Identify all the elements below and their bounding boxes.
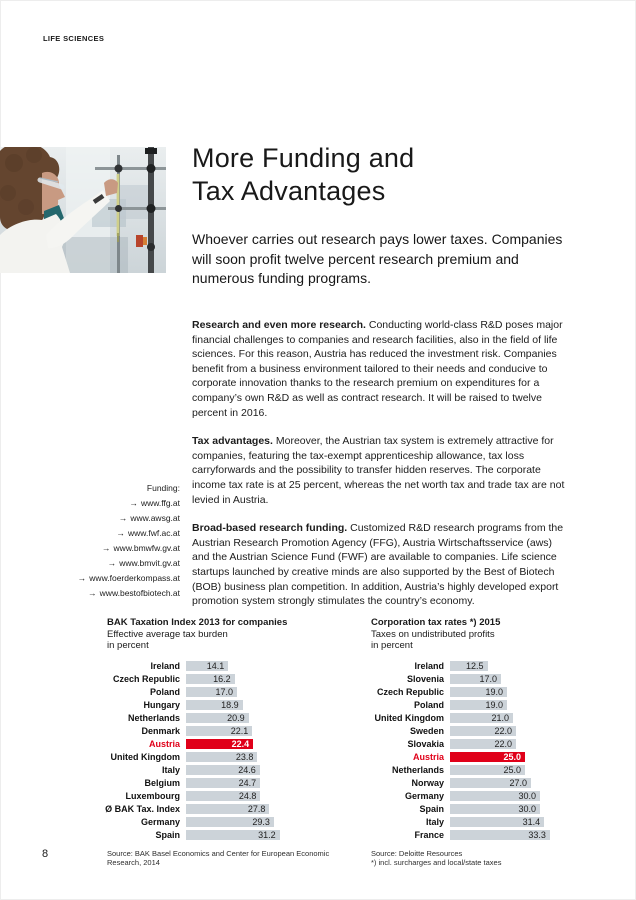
chart-row xyxy=(104,765,404,775)
chart-subtitle-unit: in percent xyxy=(371,640,413,651)
chart-row xyxy=(104,739,404,749)
chart-bar xyxy=(186,830,280,840)
funding-links-block xyxy=(30,481,180,601)
chart-bar xyxy=(450,700,507,710)
page-number: 8 xyxy=(42,848,49,860)
funding-link-url: www.bmvit.gv.at xyxy=(119,558,180,568)
chart-row xyxy=(368,713,636,723)
chart-source-line: Source: BAK Basel Economics and Center for European Economic xyxy=(107,848,330,858)
chart-bar-value: 30.0 xyxy=(518,803,536,814)
chart-row xyxy=(368,752,636,762)
arrow-icon: → xyxy=(107,558,117,568)
lab-photo xyxy=(0,147,166,273)
section-eyebrow: LIFE SCIENCES xyxy=(43,34,105,43)
chart-row xyxy=(104,726,404,736)
chart-bar xyxy=(186,674,235,684)
chart-category-label: Poland xyxy=(413,699,444,710)
chart-category-label: Austria xyxy=(412,751,444,762)
chart-bar xyxy=(450,817,544,827)
chart-bar xyxy=(450,713,513,723)
chart-source-line: Source: Deloitte Resources xyxy=(371,848,463,858)
chart-bar-value: 24.6 xyxy=(238,764,256,775)
chart-rows xyxy=(368,661,636,840)
arrow-icon: → xyxy=(129,498,138,508)
chart-bar-value: 20.9 xyxy=(227,712,245,723)
chart-bar xyxy=(186,713,249,723)
paragraph-text: Conducting world-class R&D poses major financial challenges to companies and research facilities, also in the field of life sciences. For this reason, Austria has reduced the investment risk. Companies benefit from a business environment tailored to their needs and conducive to corporate innovation thanks to the research premium on expenditures for a company’s own R&D as well as contract research. It will be raised to twelve percent in 2016. xyxy=(192,319,563,419)
chart-bar xyxy=(450,752,525,762)
chart-title: BAK Taxation Index 2013 for companies xyxy=(107,617,288,628)
chart-bar-value: 25.0 xyxy=(503,764,521,775)
funding-link-bmvit[interactable] xyxy=(30,556,180,571)
chart-bar xyxy=(450,765,525,775)
chart-bar-value: 22.4 xyxy=(231,738,250,749)
chart-category-label: Ø BAK Tax. Index xyxy=(105,803,180,814)
chart-category-label: Netherlands xyxy=(391,764,444,775)
chart-source xyxy=(368,849,636,869)
chart-bar-value: 27.0 xyxy=(509,777,527,788)
chart-category-label: United Kingdom xyxy=(374,712,444,723)
chart-bar-value: 19.0 xyxy=(485,686,503,697)
chart-category-label: Norway xyxy=(411,777,444,788)
chart-row xyxy=(104,687,404,697)
funding-link-url: www.fwf.ac.at xyxy=(128,528,180,538)
chart-subtitle: Effective average tax burden xyxy=(107,628,228,640)
chart-category-label: Spain xyxy=(155,829,180,840)
chart-category-label: Czech Republic xyxy=(112,673,180,684)
chart-bar-value: 17.0 xyxy=(215,686,233,697)
chart-bar xyxy=(186,791,260,801)
funding-link-url: www.foerderkompass.at xyxy=(89,573,180,583)
chart-bar-value: 18.9 xyxy=(221,699,239,710)
chart-bar xyxy=(186,700,243,710)
chart-footnote: *) incl. surcharges and local/state taxes xyxy=(371,858,502,868)
chart-row xyxy=(104,778,404,788)
chart-bar-value: 31.4 xyxy=(522,816,541,827)
chart-category-label: Sweden xyxy=(409,725,444,736)
chart-bar xyxy=(186,739,253,749)
chart-row xyxy=(104,700,404,710)
chart-bar xyxy=(186,778,260,788)
chart-category-label: France xyxy=(414,829,444,840)
paragraph-text: Moreover, the Austrian tax system is extremely attractive for companies, featuring the tax-exempt apprenticeship allowance, tax loss carryforwards and the possibility to transfer hidden reserves. The corporate income tax rate is at 25 percent, whereas the net worth tax and trade tax are not levied in Austria. xyxy=(192,435,565,506)
lab-photo-illustration xyxy=(0,147,166,273)
page-title xyxy=(192,142,414,208)
chart-bar xyxy=(450,687,507,697)
funding-link-foerderkompass[interactable] xyxy=(30,571,180,586)
chart-bar xyxy=(450,661,488,671)
chart-source xyxy=(104,849,404,869)
chart-bar-value: 17.0 xyxy=(479,673,497,684)
chart-category-label: Austria xyxy=(148,738,180,749)
chart-bar xyxy=(186,804,269,814)
chart-row xyxy=(368,661,636,671)
chart-rows xyxy=(104,661,404,840)
funding-link-url: www.awsg.at xyxy=(130,513,180,523)
chart-bar xyxy=(186,765,260,775)
page-title-line2: Tax Advantages xyxy=(192,176,386,206)
funding-link-url: www.bestofbiotech.at xyxy=(99,588,180,598)
chart-category-label: Italy xyxy=(161,764,180,775)
chart-category-label: Denmark xyxy=(141,725,180,736)
lede-paragraph: Whoever carries out research pays lower taxes. Companies will soon profit twelve percent research premium and numerous funding programs. xyxy=(192,231,563,286)
chart-row xyxy=(368,739,636,749)
funding-label: Funding: xyxy=(146,483,180,493)
chart-row xyxy=(368,830,636,840)
arrow-icon: → xyxy=(88,588,97,598)
chart-row xyxy=(368,817,636,827)
chart-row xyxy=(104,817,404,827)
chart-row xyxy=(368,700,636,710)
funding-link-bmwfw[interactable] xyxy=(30,541,180,556)
chart-category-label: United Kingdom xyxy=(110,751,180,762)
chart-bar xyxy=(450,726,516,736)
chart-category-label: Ireland xyxy=(150,660,180,671)
chart-bar-value: 24.7 xyxy=(238,777,257,788)
chart-source-line: Research, 2014 xyxy=(107,858,160,868)
chart-row xyxy=(368,726,636,736)
paragraph-research-funding xyxy=(192,521,572,609)
funding-link-ffg[interactable] xyxy=(30,496,180,511)
chart-bar-value: 14.1 xyxy=(206,660,225,671)
chart-category-label: Luxembourg xyxy=(125,790,180,801)
funding-link-bestofbiotech[interactable] xyxy=(30,586,180,601)
chart-bar-value: 19.0 xyxy=(485,699,503,710)
chart-bar-value: 29.3 xyxy=(252,816,270,827)
paragraph-tax-advantages xyxy=(192,434,572,507)
funding-link-fwf[interactable] xyxy=(30,526,180,541)
chart-bar xyxy=(450,804,540,814)
chart-row xyxy=(368,778,636,788)
chart-bar xyxy=(186,687,237,697)
chart-bak-taxation-index xyxy=(104,617,404,868)
chart-category-label: Hungary xyxy=(143,699,180,710)
chart-category-label: Slovenia xyxy=(406,673,444,684)
arrow-icon: → xyxy=(116,528,126,538)
chart-category-label: Germany xyxy=(140,816,180,827)
paragraph-lead: Research and even more research. xyxy=(192,319,366,331)
paragraph-lead: Tax advantages. xyxy=(192,435,273,448)
paragraph-lead: Broad-based research funding. xyxy=(192,522,348,535)
chart-category-label: Slovakia xyxy=(407,738,444,749)
chart-row xyxy=(368,804,636,814)
chart-bar xyxy=(450,739,516,749)
chart-bar-value: 31.2 xyxy=(258,829,276,840)
chart-row xyxy=(104,713,404,723)
chart-bar-value: 21.0 xyxy=(491,712,509,723)
arrow-icon: → xyxy=(118,513,128,523)
chart-row xyxy=(368,674,636,684)
chart-row xyxy=(104,830,404,840)
chart-bar xyxy=(186,661,228,671)
arrow-icon: → xyxy=(77,573,87,583)
chart-title: Corporation tax rates *) 2015 xyxy=(371,617,501,628)
chart-bar-value: 25.0 xyxy=(503,751,521,762)
chart-bar-value: 33.3 xyxy=(528,829,546,840)
chart-bar-value: 22.0 xyxy=(494,738,512,749)
chart-bar-value: 12.5 xyxy=(465,660,484,671)
chart-category-label: Poland xyxy=(149,686,180,697)
chart-bar-value: 22.1 xyxy=(230,725,249,736)
body-text xyxy=(192,318,572,623)
chart-category-label: Belgium xyxy=(144,777,180,788)
chart-row xyxy=(104,804,404,814)
chart-bar xyxy=(450,830,550,840)
chart-category-label: Czech Republic xyxy=(376,686,444,697)
chart-subtitle: Taxes on undistributed profits xyxy=(371,628,495,640)
chart-row xyxy=(104,661,404,671)
arrow-icon: → xyxy=(102,543,111,553)
paragraph-research xyxy=(192,318,572,420)
chart-bar xyxy=(450,674,501,684)
chart-bar-value: 22.0 xyxy=(494,725,512,736)
chart-corporation-tax-rates xyxy=(368,617,636,868)
chart-row xyxy=(104,791,404,801)
chart-row xyxy=(368,765,636,775)
chart-row xyxy=(368,791,636,801)
chart-bar-value: 16.2 xyxy=(213,673,231,684)
chart-bar xyxy=(186,752,257,762)
chart-category-label: Ireland xyxy=(414,660,444,671)
chart-bar-value: 23.8 xyxy=(235,751,254,762)
funding-link-awsg[interactable] xyxy=(30,511,180,526)
chart-bar-value: 27.8 xyxy=(247,803,266,814)
chart-row xyxy=(368,687,636,697)
chart-subtitle-unit: in percent xyxy=(107,640,149,651)
chart-category-label: Spain xyxy=(419,803,444,814)
chart-bar xyxy=(186,817,274,827)
paragraph-text: Customized R&D research programs from the Austrian Research Promotion Agency (FFG), Austria Wirtschaftsservice (aws) and the Austrian Science Fund (FWF) are available to companies. Life science startups launched by creative minds are also supported by the Best of Biotech (BOB) business plan competition. In addition, Austria’s highly developed export promotion system strongly stimulates the country’s economy. xyxy=(192,522,564,608)
chart-bar-value: 24.8 xyxy=(238,790,257,801)
chart-bar-value: 30.0 xyxy=(518,790,536,801)
chart-category-label: Netherlands xyxy=(127,712,180,723)
chart-bar xyxy=(450,791,540,801)
funding-link-url: www.bmwfw.gv.at xyxy=(113,543,180,553)
chart-category-label: Germany xyxy=(404,790,444,801)
chart-row xyxy=(104,674,404,684)
chart-row xyxy=(104,752,404,762)
chart-category-label: Italy xyxy=(425,816,444,827)
chart-bar xyxy=(186,726,252,736)
funding-link-url: www.ffg.at xyxy=(140,498,180,508)
chart-bar xyxy=(450,778,531,788)
page-title-line1: More Funding and xyxy=(192,143,415,173)
